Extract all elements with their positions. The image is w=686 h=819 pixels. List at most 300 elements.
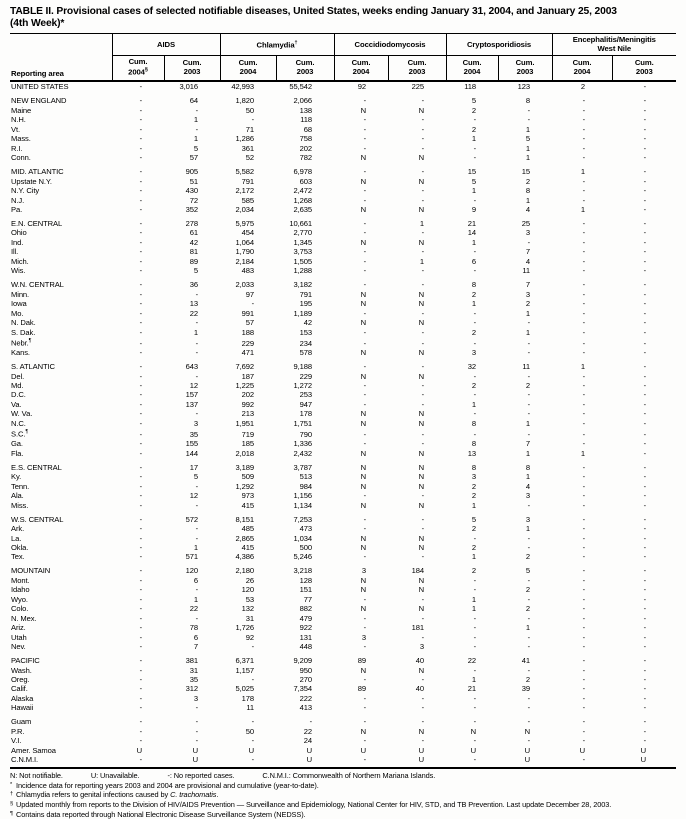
- value-cell: -: [195, 500, 198, 510]
- table-row: [10, 144, 676, 153]
- value-cell: -: [643, 362, 647, 372]
- value-cell: -: [139, 338, 142, 348]
- area-name: Ind.: [11, 237, 24, 247]
- value-cell: 1: [471, 675, 477, 685]
- value-cell: -: [139, 726, 142, 736]
- year-label: [221, 68, 276, 76]
- value-cell: 120: [241, 585, 254, 595]
- value-cell: -: [527, 542, 531, 552]
- table-row: [10, 652, 676, 666]
- value-cell: -: [139, 552, 142, 562]
- value-cell: -: [582, 115, 586, 125]
- value-cell: -: [139, 693, 142, 703]
- value-cell: -: [139, 167, 142, 177]
- value-cell: -: [643, 418, 647, 428]
- value-cell: -: [139, 219, 142, 229]
- area-cell: [10, 746, 112, 755]
- area-cell: [10, 196, 112, 205]
- value-cell: 2,172: [235, 186, 254, 196]
- area-cell: [10, 238, 112, 247]
- value-cell: -: [473, 371, 477, 381]
- area-name: Amer. Samoa: [11, 745, 56, 755]
- notifiable-diseases-table: [10, 33, 676, 769]
- column-subheader: [220, 56, 276, 82]
- area-cell: [10, 134, 112, 143]
- value-cell: -: [643, 327, 647, 337]
- value-cell: -: [473, 665, 477, 675]
- value-cell: -: [527, 371, 531, 381]
- area-name: Ga.: [11, 439, 23, 449]
- value-cell: -: [363, 186, 367, 196]
- table-row: [10, 675, 676, 684]
- value-cell: 92: [245, 632, 254, 642]
- value-cell: -: [643, 219, 647, 229]
- value-cell: -: [139, 481, 142, 491]
- value-cell: -: [139, 623, 142, 633]
- value-cell: 8: [525, 186, 531, 196]
- value-cell: -: [139, 153, 142, 163]
- area-name: MID. ATLANTIC: [11, 167, 64, 177]
- area-cell: [10, 106, 112, 115]
- table-row: [10, 196, 676, 205]
- value-cell: -: [643, 318, 647, 328]
- year-label: [113, 66, 164, 77]
- value-cell: 500: [299, 542, 313, 552]
- value-cell: 4,386: [235, 552, 254, 562]
- value-cell: -: [582, 693, 586, 703]
- value-cell: 52: [245, 153, 254, 163]
- value-cell: 1: [193, 594, 198, 604]
- table-row: [10, 666, 676, 675]
- area-name: S.C.: [11, 429, 26, 439]
- area-name: Maine: [11, 105, 32, 115]
- value-cell: 1: [193, 542, 198, 552]
- value-cell: -: [582, 153, 586, 163]
- value-cell: U: [640, 745, 647, 755]
- value-cell: -: [421, 594, 425, 604]
- area-name: Utah: [11, 632, 27, 642]
- value-cell: U: [248, 745, 254, 755]
- value-cell: 2: [471, 491, 477, 501]
- value-cell: -: [473, 390, 477, 400]
- value-cell: N: [360, 237, 367, 247]
- value-cell: -: [363, 439, 367, 449]
- value-cell: 3,753: [293, 247, 313, 257]
- value-cell: -: [421, 491, 425, 501]
- value-cell: 128: [299, 575, 313, 585]
- value-cell: 719: [241, 429, 254, 439]
- value-cell: -: [363, 736, 367, 746]
- value-cell: 1: [471, 399, 477, 409]
- value-cell: 413: [299, 703, 313, 713]
- area-cell: [10, 633, 112, 642]
- value-cell: -: [582, 228, 586, 238]
- value-cell: 2,033: [235, 280, 254, 290]
- value-cell: U: [360, 745, 367, 755]
- value-cell: -: [363, 693, 367, 703]
- value-cell: -: [527, 736, 531, 746]
- cum-label: Cum.: [407, 58, 427, 68]
- value-cell: 3,182: [293, 280, 313, 290]
- value-cell: 905: [185, 167, 198, 177]
- value-cell: -: [473, 338, 477, 348]
- value-cell: -: [139, 204, 142, 214]
- area-cell: [10, 214, 112, 228]
- value-cell: -: [473, 575, 477, 585]
- value-cell: 253: [299, 390, 313, 400]
- value-cell: 2,472: [293, 186, 313, 196]
- value-cell: -: [139, 266, 142, 276]
- area-name: Idaho: [11, 585, 30, 595]
- value-cell: 454: [241, 228, 254, 238]
- value-cell: -: [139, 500, 142, 510]
- value-cell: -: [643, 380, 647, 390]
- value-cell: U: [388, 755, 446, 767]
- table-row: [10, 238, 676, 247]
- value-cell: 473: [299, 524, 313, 534]
- area-cell: [10, 144, 112, 153]
- value-cell: N: [418, 533, 425, 543]
- value-cell: -: [251, 642, 254, 652]
- area-cell: [10, 595, 112, 604]
- area-name: Minn.: [11, 289, 30, 299]
- table-row: [10, 106, 676, 115]
- value-cell: N: [418, 153, 425, 163]
- value-cell: -: [582, 552, 586, 562]
- table-row: [10, 595, 676, 604]
- value-cell: -: [643, 348, 647, 358]
- value-cell: -: [643, 115, 647, 125]
- value-cell: N: [418, 604, 425, 614]
- area-name: La.: [11, 533, 22, 543]
- value-cell: N: [360, 176, 367, 186]
- value-cell: -: [473, 195, 477, 205]
- value-cell: 25: [521, 219, 531, 229]
- value-cell: 42: [189, 237, 198, 247]
- value-cell: -: [139, 247, 142, 257]
- value-cell: -: [643, 703, 647, 713]
- value-cell: 6: [471, 256, 477, 266]
- value-cell: 21: [467, 219, 477, 229]
- area-cell: [10, 439, 112, 448]
- area-name: PACIFIC: [11, 656, 40, 666]
- column-subheader: [334, 56, 388, 82]
- value-cell: 3: [193, 418, 198, 428]
- table-title-line2: (4th Week)*: [10, 17, 65, 29]
- table-row: [10, 348, 676, 357]
- value-cell: -: [421, 552, 425, 562]
- value-cell: 2: [525, 604, 531, 614]
- value-cell: -: [421, 280, 425, 290]
- area-name: Conn.: [11, 153, 31, 163]
- table-row: [10, 214, 676, 228]
- area-cell: [10, 177, 112, 186]
- value-cell: 3: [471, 472, 477, 482]
- value-cell: 1: [525, 195, 531, 205]
- value-cell: 3: [361, 632, 367, 642]
- value-cell: -: [195, 524, 198, 534]
- value-cell: -: [139, 524, 142, 534]
- value-cell: 39: [521, 684, 531, 694]
- value-cell: 278: [185, 219, 198, 229]
- table-row: [10, 633, 676, 642]
- value-cell: -: [363, 338, 367, 348]
- value-cell: 3,787: [293, 462, 313, 472]
- value-cell: -: [643, 186, 647, 196]
- value-cell: 31: [245, 613, 254, 623]
- value-cell: -: [363, 552, 367, 562]
- value-cell: -: [421, 380, 425, 390]
- value-cell: -: [251, 675, 254, 685]
- value-cell: 2,770: [293, 228, 313, 238]
- value-cell: -: [643, 575, 647, 585]
- area-name: Ill.: [11, 247, 19, 257]
- table-row: [10, 736, 676, 745]
- value-cell: -: [139, 533, 142, 543]
- value-cell: -: [421, 703, 425, 713]
- value-cell: -: [473, 409, 477, 419]
- value-cell: 78: [189, 623, 198, 633]
- value-cell: U: [524, 745, 531, 755]
- area-name: Wyo.: [11, 594, 28, 604]
- value-cell: -: [139, 176, 142, 186]
- value-cell: -: [195, 289, 198, 299]
- value-cell: -: [363, 594, 367, 604]
- value-cell: -: [421, 362, 425, 372]
- area-name: Del.: [11, 371, 25, 381]
- table-row: [10, 390, 676, 399]
- value-cell: 1,064: [235, 237, 254, 247]
- footnote-marker: §: [10, 801, 14, 808]
- value-cell: -: [582, 491, 586, 501]
- value-cell: 2,034: [235, 204, 254, 214]
- year-value: 2003: [516, 66, 534, 76]
- value-cell: -: [582, 299, 586, 309]
- footnote-note: [10, 781, 676, 791]
- value-cell: 1,134: [293, 500, 313, 510]
- value-cell: -: [527, 429, 531, 439]
- value-cell: 40: [415, 684, 425, 694]
- value-cell: -: [363, 247, 367, 257]
- value-cell: 572: [185, 514, 198, 524]
- area-name: V.I.: [11, 736, 22, 746]
- value-cell: 448: [299, 642, 313, 652]
- column-subheader: [112, 56, 164, 82]
- table-row: [10, 428, 676, 439]
- value-cell: 1: [525, 308, 531, 318]
- value-cell: -: [582, 143, 586, 153]
- value-cell: 1: [471, 604, 477, 614]
- value-cell: -: [139, 439, 142, 449]
- value-cell: 72: [189, 195, 198, 205]
- value-cell: 1: [471, 237, 477, 247]
- area-name: Mont.: [11, 575, 30, 585]
- value-cell: 1,345: [293, 237, 313, 247]
- table-row: [10, 510, 676, 524]
- value-cell: -: [139, 429, 142, 439]
- value-cell: -: [363, 280, 367, 290]
- value-cell: -: [643, 237, 647, 247]
- table-row: [10, 400, 676, 409]
- value-cell: 7,692: [235, 362, 254, 372]
- value-cell: 81: [189, 247, 198, 257]
- value-cell: 3,189: [235, 462, 254, 472]
- value-cell: -: [139, 736, 142, 746]
- value-cell: 3,218: [293, 566, 313, 576]
- value-cell: -: [643, 134, 647, 144]
- value-cell: 483: [241, 266, 254, 276]
- value-cell: 922: [299, 623, 313, 633]
- value-cell: -: [527, 390, 531, 400]
- value-cell: -: [552, 755, 612, 767]
- value-cell: -: [643, 566, 647, 576]
- value-cell: 1,288: [293, 266, 313, 276]
- table-row: [10, 534, 676, 543]
- value-cell: -: [582, 524, 586, 534]
- value-cell: 120: [185, 566, 198, 576]
- value-cell: -: [139, 542, 142, 552]
- value-cell: N: [418, 481, 425, 491]
- value-cell: -: [527, 575, 531, 585]
- value-cell: -: [643, 533, 647, 543]
- value-cell: 2: [471, 566, 477, 576]
- value-cell: 1: [525, 623, 531, 633]
- value-cell: 8: [525, 96, 531, 106]
- value-cell: 151: [299, 585, 313, 595]
- table-row: [10, 309, 676, 318]
- value-cell: 13: [467, 448, 477, 458]
- value-cell: N: [360, 409, 367, 419]
- value-cell: -: [139, 684, 142, 694]
- value-cell: -: [473, 585, 477, 595]
- value-cell: -: [139, 195, 142, 205]
- value-cell: 3: [471, 348, 477, 358]
- column-group-label-sup: †: [294, 40, 298, 47]
- value-cell: -: [421, 338, 425, 348]
- value-cell: 5: [471, 514, 477, 524]
- value-cell: -: [582, 717, 586, 727]
- value-cell: -: [421, 327, 425, 337]
- value-cell: -: [139, 409, 142, 419]
- value-cell: -: [582, 533, 586, 543]
- value-cell: -: [195, 318, 198, 328]
- value-cell: -: [363, 491, 367, 501]
- area-cell: [10, 309, 112, 318]
- value-cell: U: [612, 755, 676, 767]
- value-cell: 5,975: [235, 219, 254, 229]
- value-cell: 225: [411, 82, 425, 92]
- value-cell: -: [643, 266, 647, 276]
- value-cell: -: [251, 736, 254, 746]
- value-cell: N: [418, 462, 425, 472]
- value-cell: -: [643, 256, 647, 266]
- footnote-legend: [10, 772, 676, 781]
- area-name: D.C.: [11, 390, 26, 400]
- value-cell: 1: [580, 204, 586, 214]
- value-cell: 1,292: [235, 481, 254, 491]
- year-value: 2003: [635, 66, 653, 76]
- value-cell: 1: [525, 418, 531, 428]
- value-cell: 2,432: [293, 448, 313, 458]
- area-cell: [10, 491, 112, 500]
- value-cell: 3: [525, 514, 531, 524]
- value-cell: 2: [525, 380, 531, 390]
- value-cell: -: [195, 533, 198, 543]
- value-cell: 41: [521, 656, 531, 666]
- value-cell: -: [139, 318, 142, 328]
- value-cell: 132: [241, 604, 254, 614]
- value-cell: -: [195, 613, 198, 623]
- value-cell: -: [139, 656, 142, 666]
- area-name: Hawaii: [11, 703, 34, 713]
- value-cell: -: [139, 134, 142, 144]
- table-row: [10, 125, 676, 134]
- footnote-marker: ¶: [10, 810, 13, 817]
- value-cell: 1,034: [293, 533, 313, 543]
- value-cell: N: [360, 348, 367, 358]
- area-cell: [10, 299, 112, 308]
- value-cell: 1: [193, 134, 198, 144]
- value-cell: -: [139, 613, 142, 623]
- area-name: Mo.: [11, 308, 24, 318]
- value-cell: 22: [467, 656, 477, 666]
- value-cell: 138: [299, 105, 313, 115]
- value-cell: -: [582, 439, 586, 449]
- table-row: [10, 205, 676, 214]
- value-cell: -: [363, 717, 367, 727]
- value-cell: -: [643, 585, 647, 595]
- value-cell: 185: [241, 439, 254, 449]
- value-cell: -: [582, 266, 586, 276]
- area-cell: [10, 562, 112, 576]
- value-cell: 1,225: [235, 380, 254, 390]
- value-cell: N: [418, 418, 425, 428]
- area-cell: [10, 400, 112, 409]
- value-cell: 1,336: [293, 439, 313, 449]
- value-cell: N: [418, 575, 425, 585]
- value-cell: 5: [471, 96, 477, 106]
- year-value: 2004: [128, 68, 145, 78]
- table-row: [10, 328, 676, 337]
- value-cell: -: [643, 675, 647, 685]
- column-group-header: [334, 34, 446, 56]
- value-cell: -: [139, 143, 142, 153]
- value-cell: -: [421, 143, 425, 153]
- table-row: [10, 372, 676, 381]
- value-cell: -: [363, 266, 367, 276]
- value-cell: -: [582, 318, 586, 328]
- value-cell: -: [363, 219, 367, 229]
- value-cell: 3: [419, 642, 425, 652]
- column-group-label: Encephalitis/Meningitis: [572, 35, 656, 45]
- value-cell: 3: [361, 566, 367, 576]
- value-cell: 12: [189, 491, 198, 501]
- value-cell: N: [360, 665, 367, 675]
- value-cell: 1,156: [293, 491, 313, 501]
- value-cell: 5: [193, 472, 198, 482]
- value-cell: U: [136, 745, 142, 755]
- value-cell: -: [363, 675, 367, 685]
- value-cell: -: [582, 96, 586, 106]
- area-name: Ark.: [11, 524, 25, 534]
- value-cell: N: [470, 726, 477, 736]
- value-cell: N: [418, 176, 425, 186]
- value-cell: 5: [525, 134, 531, 144]
- value-cell: N: [418, 237, 425, 247]
- area-name: MOUNTAIN: [11, 566, 51, 576]
- area-name: Mass.: [11, 134, 31, 144]
- value-cell: 479: [299, 613, 313, 623]
